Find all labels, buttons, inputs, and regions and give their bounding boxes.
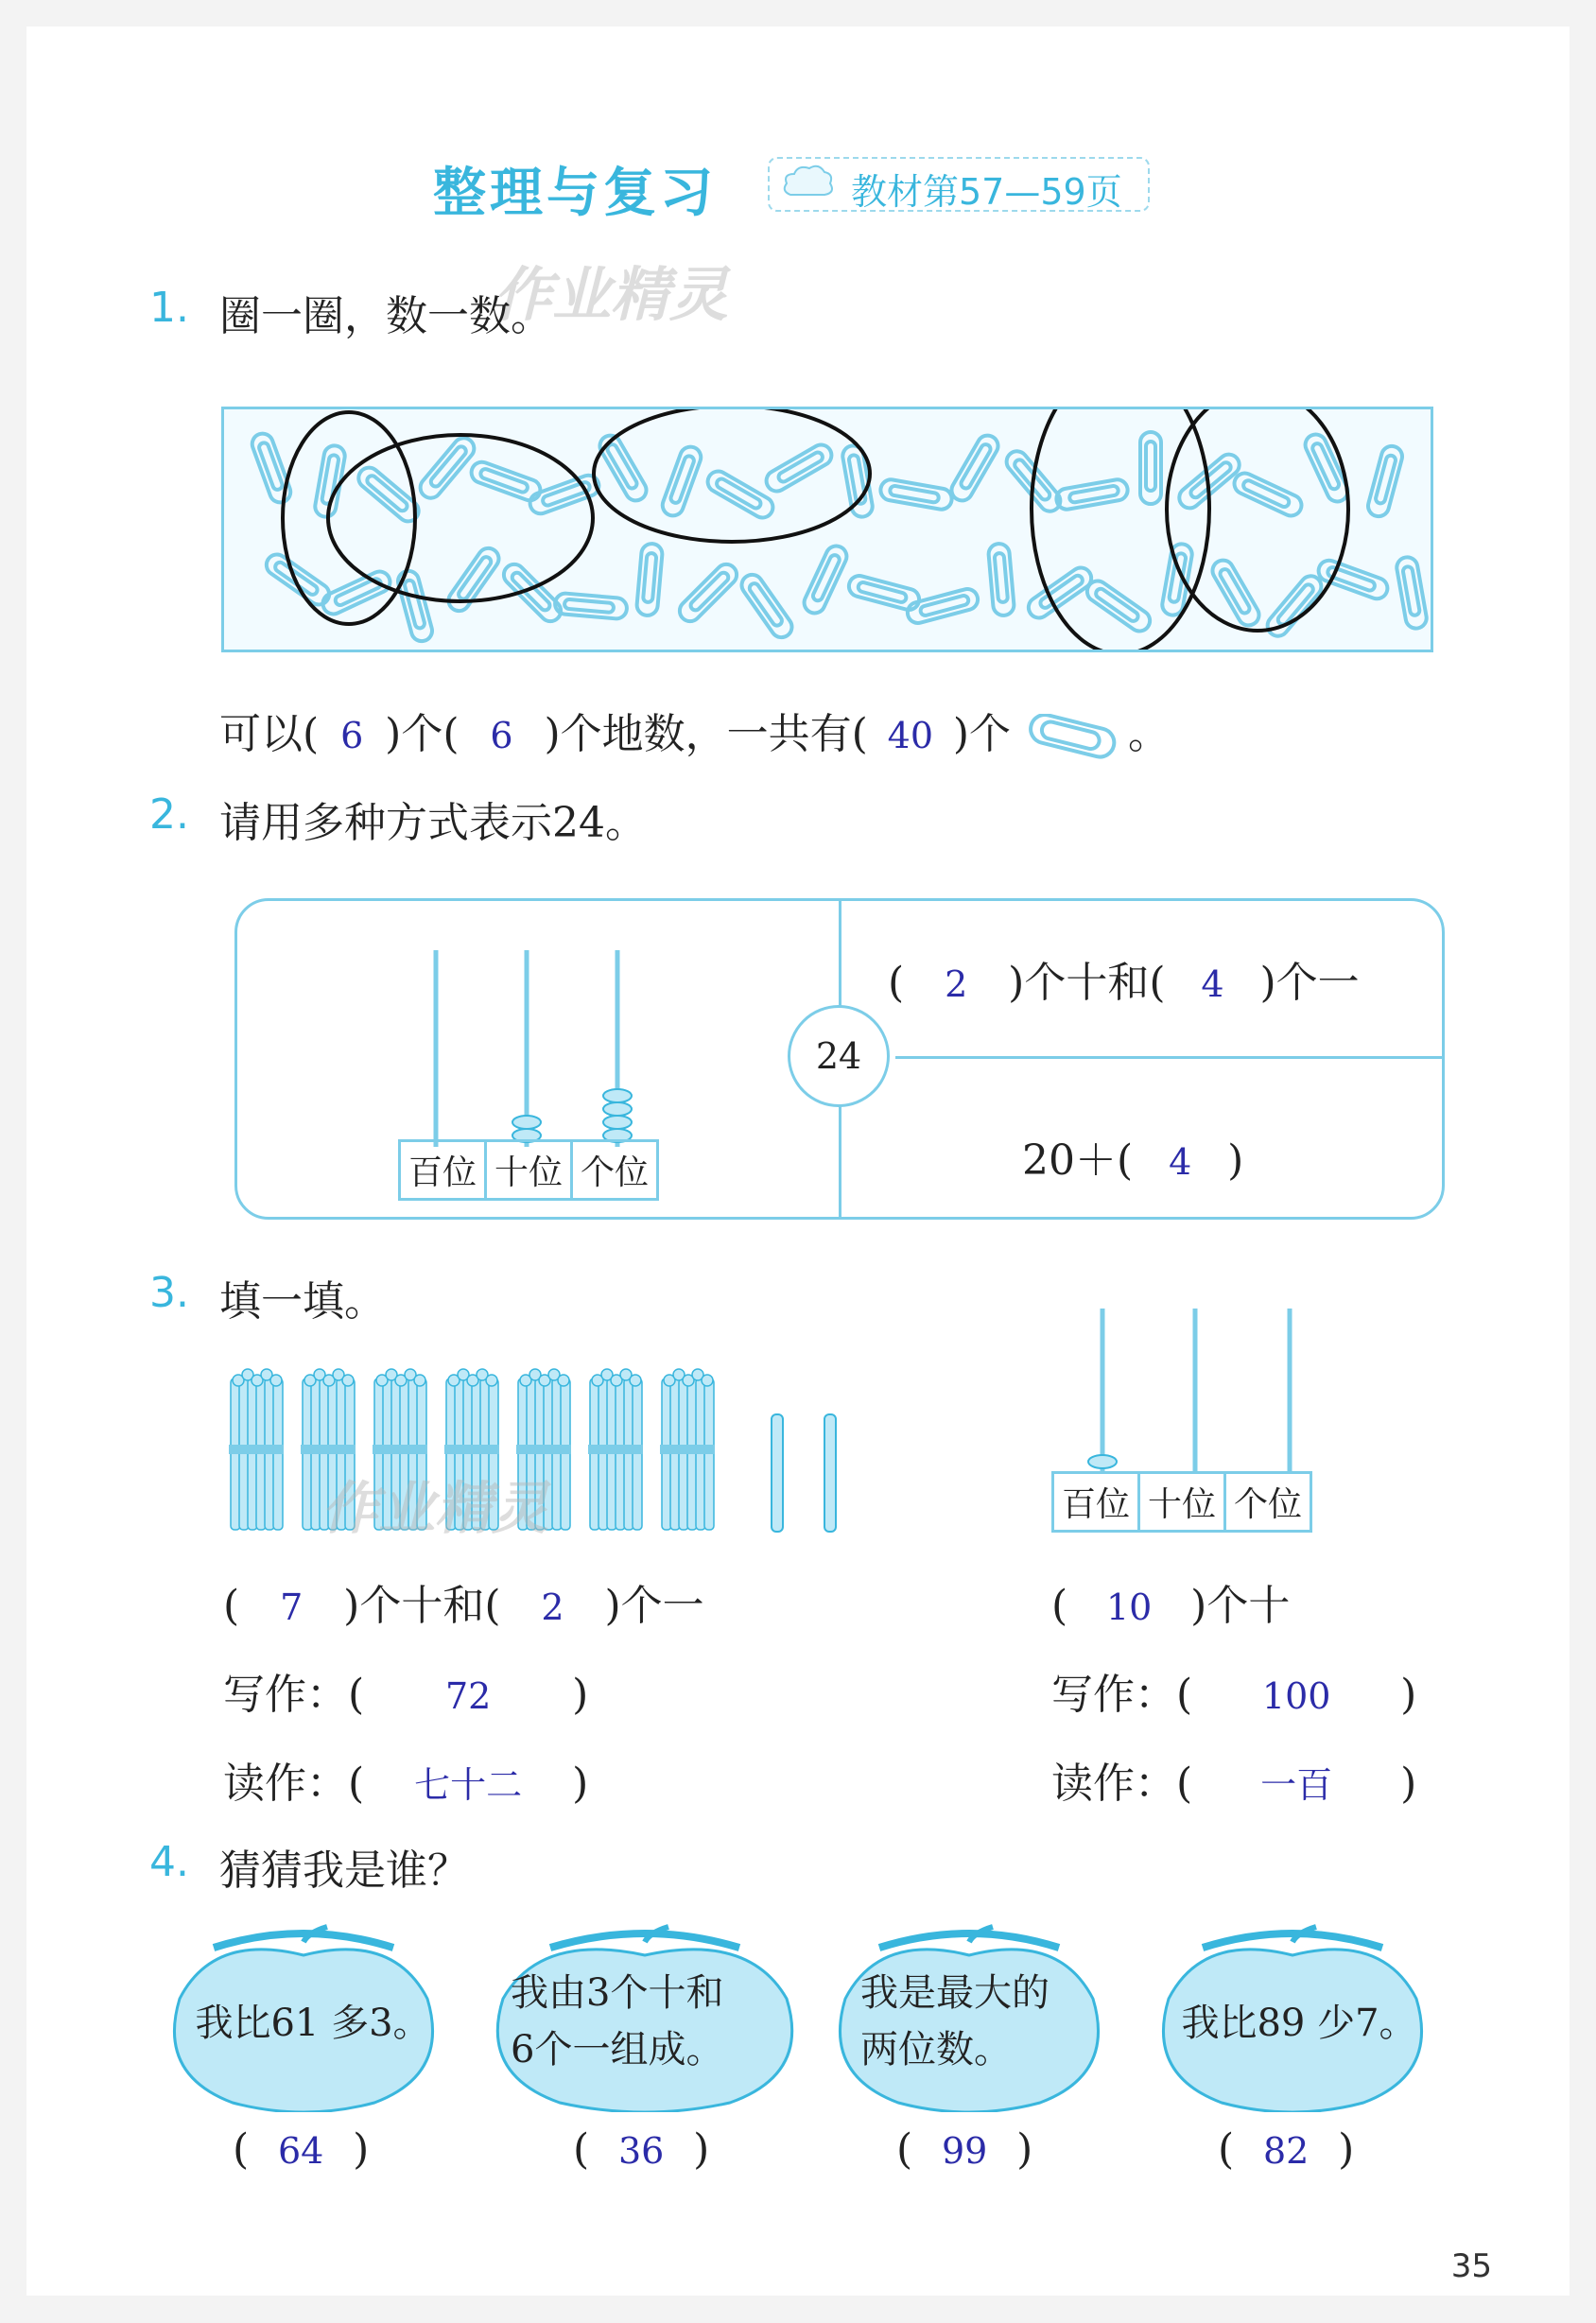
textbook-reference-badge: [768, 157, 1150, 212]
apple-1-line1: 我比61 多3。: [195, 2002, 431, 2045]
answer-tens-right[interactable]: 10: [1105, 1586, 1153, 1628]
paperclip-icon: [444, 545, 503, 615]
paperclip-icon: [1396, 556, 1429, 631]
bundle-of-ten-icon: [229, 1369, 284, 1530]
paperclip-icon: [1316, 558, 1391, 602]
q2-row-tens-ones: ( 2 )个十和( 4 )个一: [888, 959, 1360, 1007]
paperclip-icon: [947, 432, 1001, 505]
paperclip-icon: [499, 560, 564, 625]
place-ones-2: 个位: [1234, 1485, 1303, 1524]
single-stick-icon: [772, 1414, 783, 1532]
paperclip-icon: [554, 593, 628, 620]
place-tens: 十位: [487, 1142, 573, 1198]
page-number: 35: [1450, 2247, 1492, 2285]
answer-read-left[interactable]: 七十二: [414, 1764, 523, 1806]
abacus-bead: [1088, 1455, 1117, 1468]
question-1-number: 1.: [149, 284, 189, 332]
answer-group-size[interactable]: 6: [340, 715, 364, 756]
apple-3-answer-line: ( 99 ): [896, 2125, 1033, 2174]
q3-right-line1: ( 10 )个十: [1051, 1582, 1291, 1630]
paperclip-icon: [737, 571, 796, 642]
paperclip-icon: [1231, 470, 1305, 519]
place-tens-2: 十位: [1140, 1474, 1226, 1530]
question-3-prompt: 填一填。: [219, 1277, 386, 1326]
paperclip-icon: [801, 543, 850, 616]
apple-2: [484, 1914, 806, 2112]
paperclip-icon: [675, 560, 740, 625]
answer-write-left[interactable]: 72: [444, 1675, 492, 1717]
paperclip-icon: [1024, 714, 1128, 761]
representation-box: [234, 898, 1445, 1220]
question-2-number: 2.: [149, 790, 189, 839]
apple-2-line2: 6个一组成。: [511, 2028, 724, 2072]
apple-2-answer-line: ( 36 ): [573, 2125, 710, 2174]
page-title: 整理与复习: [433, 163, 717, 224]
answer-apple-1[interactable]: 64: [277, 2130, 324, 2172]
paperclip-icon: [660, 444, 704, 519]
question-4-prompt: 猜猜我是谁？: [219, 1846, 469, 1895]
abacus-bead: [512, 1116, 541, 1129]
q2-row-addition: 20＋( 4 ): [1022, 1136, 1244, 1185]
q3-left-read: 读作：( 七十二 ): [223, 1749, 588, 1810]
q3-right-read: 读作：( 一百 ): [1051, 1749, 1416, 1810]
apple-3-line1: 我是最大的: [860, 1971, 1050, 2015]
answer-tens[interactable]: 2: [945, 963, 968, 1005]
paperclip-icon: [879, 478, 954, 511]
bundle-of-ten-icon: [588, 1369, 643, 1530]
paperclip-icon: [1140, 432, 1161, 504]
apple-4: [1155, 1914, 1430, 2112]
answer-tens-left[interactable]: 7: [280, 1586, 304, 1628]
q3-right-write: 写作：( 100 ): [1051, 1671, 1417, 1719]
answer-write-right[interactable]: 100: [1261, 1675, 1331, 1717]
center-number: 24: [788, 1005, 890, 1107]
paperclip-icon: [1055, 478, 1130, 511]
apple-4-answer-line: ( 82 ): [1218, 2125, 1355, 2174]
answer-apple-3[interactable]: 99: [941, 2130, 988, 2172]
apple-1: [166, 1914, 441, 2112]
paperclip-icon: [1084, 577, 1154, 635]
place-value-table-2: [1051, 1471, 1312, 1533]
paperclip-icon: [596, 432, 650, 505]
answer-apple-2[interactable]: 36: [617, 2130, 665, 2172]
watermark-2: 作业精灵: [321, 1476, 548, 1542]
answer-ones[interactable]: 4: [1201, 963, 1224, 1005]
question-1-fill-line: 可以( 6 )个( 6 )个地数，一共有( 40 )个 。: [219, 700, 1170, 761]
answer-ones-left[interactable]: 2: [541, 1586, 564, 1628]
place-hundreds-2: 百位: [1054, 1474, 1140, 1530]
apple-3-line2: 两位数。: [860, 2028, 1012, 2072]
answer-apple-4[interactable]: 82: [1262, 2130, 1310, 2172]
watermark: 作业精灵: [494, 260, 729, 329]
bundle-of-ten-icon: [660, 1369, 715, 1530]
answer-total[interactable]: 40: [887, 715, 934, 756]
q3-left-line1: ( 7 )个十和( 2 )个一: [223, 1582, 704, 1630]
question-1-prompt: 圈一圈，数一数。: [219, 292, 552, 340]
horizontal-divider: [895, 1056, 1442, 1059]
apple-2-line1: 我由3个十和: [511, 1971, 724, 2015]
question-4-number: 4.: [149, 1838, 189, 1886]
abacus-24: [389, 946, 653, 1154]
paperclip-icon: [636, 543, 664, 616]
place-value-table: [398, 1139, 659, 1201]
question-2-prompt: 请用多种方式表示24。: [219, 799, 647, 847]
place-ones: 个位: [581, 1153, 650, 1192]
paperclip-icon: [1366, 443, 1405, 518]
abacus-bead: [603, 1102, 632, 1116]
abacus-bead: [603, 1116, 632, 1129]
apple-4-line1: 我比89 少7。: [1181, 2002, 1417, 2045]
paperclip-icon: [988, 543, 1015, 616]
textbook-pages: 教材第57—59页: [851, 171, 1122, 213]
single-stick-icon: [824, 1414, 836, 1532]
paperclip-group: [224, 409, 1431, 650]
q3-left-write: 写作：( 72 ): [223, 1671, 589, 1719]
place-hundreds: 百位: [401, 1142, 487, 1198]
cloud-icon: [779, 163, 836, 204]
apple-3: [832, 1914, 1106, 2112]
answer-group-count[interactable]: 6: [490, 715, 513, 756]
paperclip-icon: [763, 441, 836, 494]
answer-addend[interactable]: 4: [1169, 1141, 1192, 1183]
abacus-bead: [603, 1089, 632, 1102]
abacus-100: [1051, 1305, 1335, 1475]
answer-read-right[interactable]: 一百: [1260, 1764, 1333, 1806]
paperclip-icon: [250, 431, 294, 506]
paperclip-picture: [221, 407, 1433, 652]
paperclip-icon: [416, 434, 478, 502]
question-3-number: 3.: [149, 1269, 189, 1317]
apple-1-answer-line: ( 64 ): [233, 2125, 370, 2174]
